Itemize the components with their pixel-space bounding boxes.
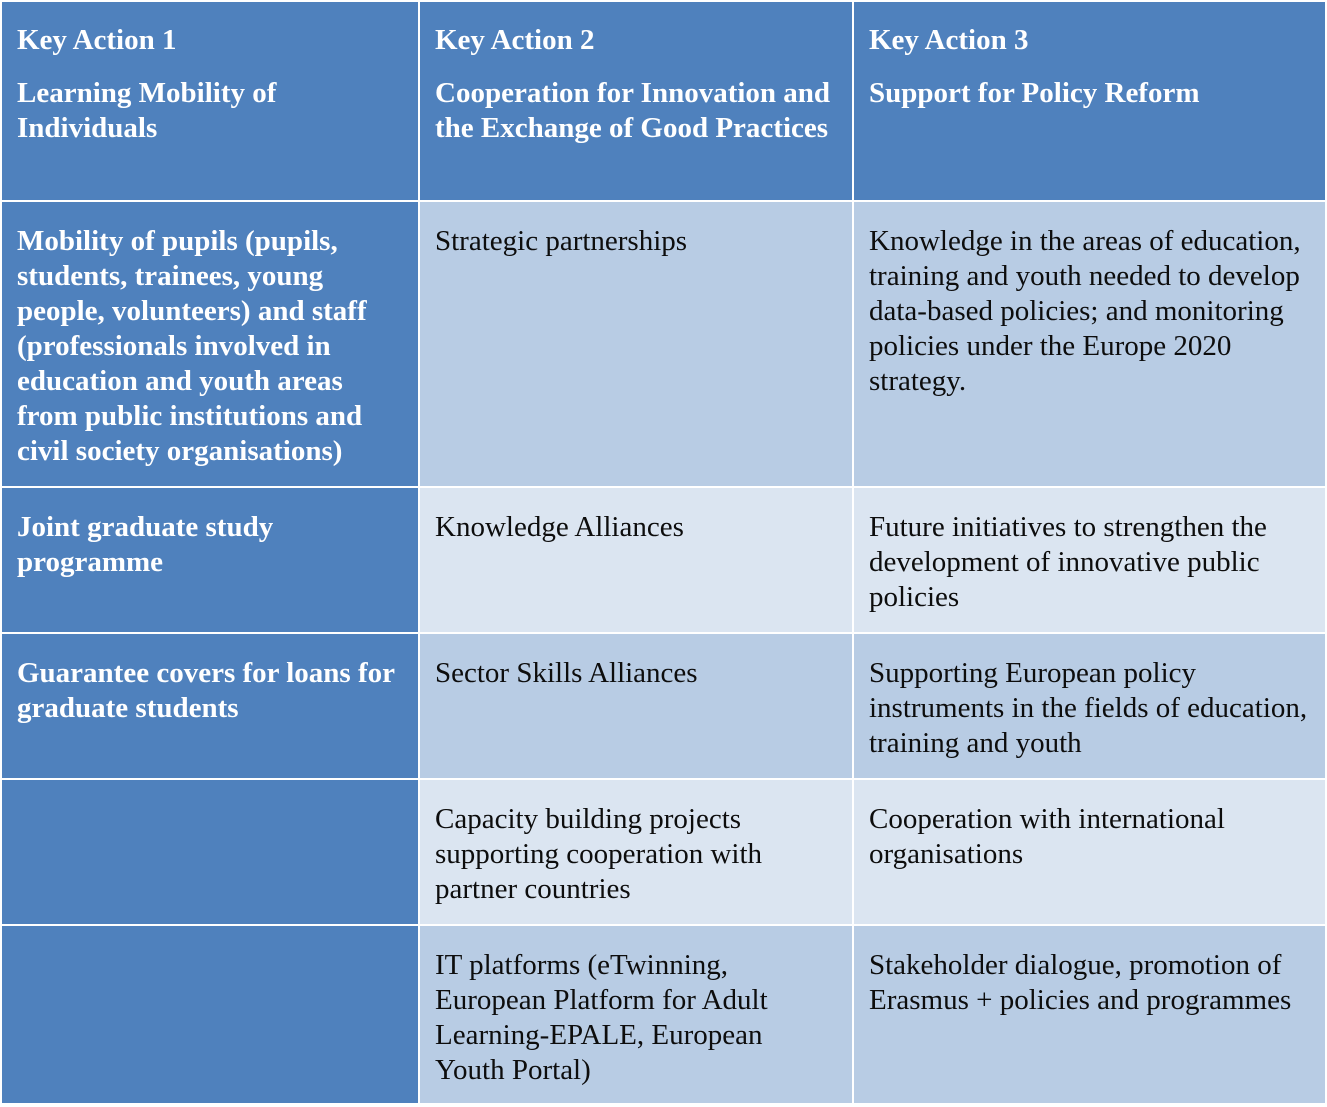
table-cell-ka1: [2, 780, 418, 924]
table-cell-ka2: Sector Skills Alliances: [420, 634, 852, 778]
table-cell-ka3: Knowledge in the areas of education, training and youth needed to develop data-based policies; and monitoring policies under the Europe 2020 strategy.: [854, 202, 1325, 486]
header-title: Support for Policy Reform: [869, 77, 1200, 109]
header-cell-ka1: [2, 2, 418, 200]
header-title: Cooperation for Innovation and the Exchange of Good Practices: [435, 77, 831, 144]
table-cell-ka1: [2, 926, 418, 1103]
header-cell-ka2: [420, 2, 852, 200]
header-cell-ka3: [854, 2, 1325, 200]
key-actions-table: [2, 2, 1325, 1105]
table-cell-ka1: Guarantee covers for loans for graduate students: [2, 634, 418, 778]
header-key-label: Key Action 3: [869, 24, 1029, 56]
table-cell-ka3: Supporting European policy instruments in the fields of education, training and youth: [854, 634, 1325, 778]
table-cell-ka1: Joint graduate study programme: [2, 488, 418, 632]
table-cell-ka3: Cooperation with international organisations: [854, 780, 1325, 924]
table-cell-ka2: Strategic partnerships: [420, 202, 852, 486]
header-key-label: Key Action 2: [435, 24, 595, 56]
table-cell-ka2: IT platforms (eTwinning, European Platform for Adult Learning-EPALE, European Youth Portal): [420, 926, 852, 1103]
table-cell-ka3: Future initiatives to strengthen the development of innovative public policies: [854, 488, 1325, 632]
table-cell-ka3: Stakeholder dialogue, promotion of Erasmus + policies and programmes: [854, 926, 1325, 1103]
header-title: Learning Mobility of Individuals: [17, 77, 277, 144]
table-cell-ka1: Mobility of pupils (pupils, students, trainees, young people, volunteers) and staff (professionals involved in education and youth areas from public institutions and civil society organisations): [2, 202, 418, 486]
header-key-label: Key Action 1: [17, 24, 177, 56]
table-cell-ka2: Capacity building projects supporting cooperation with partner countries: [420, 780, 852, 924]
table-cell-ka2: Knowledge Alliances: [420, 488, 852, 632]
